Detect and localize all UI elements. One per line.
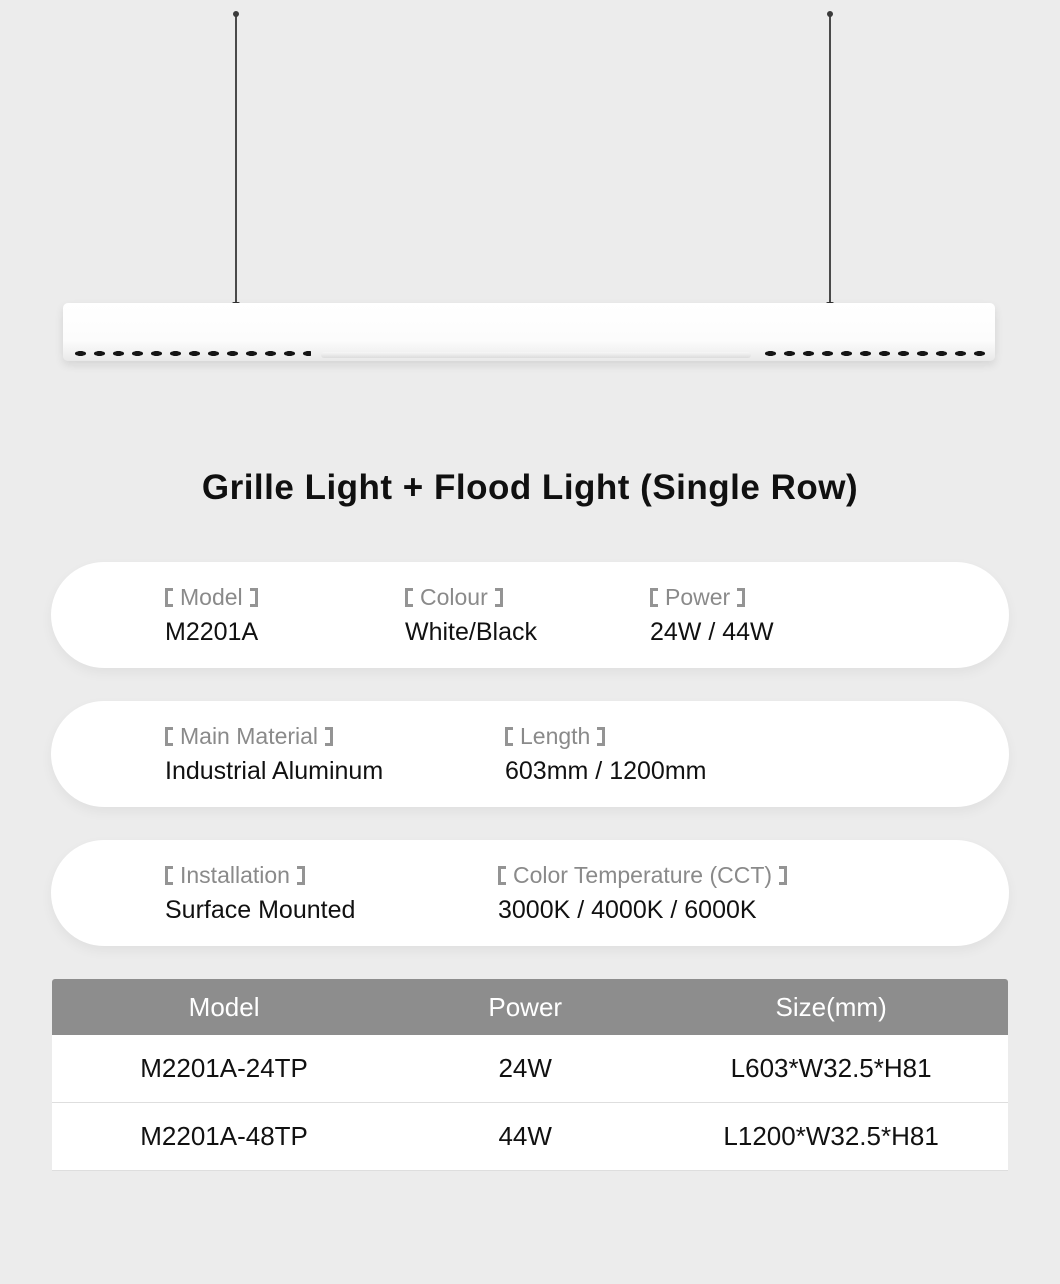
spec-label-text: Installation	[180, 861, 290, 888]
left-bracket-icon	[165, 866, 173, 885]
grille-dots-left-icon	[71, 349, 311, 358]
right-bracket-icon	[297, 866, 305, 885]
spec-label	[165, 862, 498, 889]
spec-value: White/Black	[405, 617, 537, 646]
spec-table	[52, 979, 1008, 1171]
suspension-wire-right-icon	[829, 14, 831, 304]
table-row	[52, 1035, 1008, 1103]
spec-value: 24W / 44W	[650, 617, 774, 646]
table-header-model: Model	[188, 991, 260, 1022]
spec-value: 603mm / 1200mm	[505, 756, 707, 785]
spec-item-color-temperature	[498, 862, 787, 925]
page-title: Grille Light + Flood Light (Single Row)	[201, 468, 859, 507]
right-bracket-icon	[250, 588, 258, 607]
spec-label-text: Main Material	[180, 722, 319, 749]
right-bracket-icon	[779, 866, 787, 885]
spec-item-installation	[165, 862, 498, 925]
spec-label	[498, 862, 787, 889]
table-header-size: Size(mm)	[775, 991, 887, 1022]
spec-label-text: Color Temperature (CCT)	[513, 861, 773, 888]
spec-label-text: Power	[665, 583, 731, 610]
grille-dots-right-icon	[761, 349, 985, 358]
spec-label-text: Length	[520, 722, 591, 749]
suspension-wire-left-icon	[235, 14, 237, 304]
spec-item-power	[650, 584, 774, 647]
spec-label	[405, 584, 650, 611]
cell-power: 24W	[498, 1053, 552, 1083]
spec-label	[650, 584, 774, 611]
left-bracket-icon	[405, 588, 413, 607]
table-header-power: Power	[488, 991, 563, 1022]
left-bracket-icon	[505, 727, 513, 746]
table-row	[52, 1103, 1008, 1171]
spec-label	[165, 723, 505, 750]
left-bracket-icon	[165, 588, 173, 607]
light-fixture-bar	[63, 303, 995, 361]
spec-pill-installation-cct	[51, 840, 1009, 946]
spec-item-length	[505, 723, 706, 786]
spec-label-text: Model	[180, 583, 243, 610]
spec-pill-list	[0, 562, 1060, 946]
spec-value: Industrial Aluminum	[165, 756, 384, 785]
spec-value: 3000K / 4000K / 6000K	[498, 895, 757, 924]
left-bracket-icon	[165, 727, 173, 746]
spec-label	[165, 584, 405, 611]
spec-item-colour	[405, 584, 650, 647]
cell-model: M2201A-48TP	[140, 1121, 308, 1151]
product-image	[0, 0, 1060, 380]
right-bracket-icon	[597, 727, 605, 746]
table-header-row	[52, 979, 1008, 1035]
flood-diffuser-strip	[321, 352, 751, 358]
right-bracket-icon	[737, 588, 745, 607]
left-bracket-icon	[498, 866, 506, 885]
cell-model: M2201A-24TP	[140, 1053, 308, 1083]
cell-power: 44W	[498, 1121, 552, 1151]
spec-item-main-material	[165, 723, 505, 786]
spec-pill-model-colour-power	[51, 562, 1009, 668]
spec-value: Surface Mounted	[165, 895, 356, 924]
spec-label-text: Colour	[420, 583, 488, 610]
spec-label	[505, 723, 706, 750]
right-bracket-icon	[495, 588, 503, 607]
spec-pill-material-length	[51, 701, 1009, 807]
right-bracket-icon	[325, 727, 333, 746]
left-bracket-icon	[650, 588, 658, 607]
spec-item-model	[165, 584, 405, 647]
cell-size: L1200*W32.5*H81	[723, 1121, 939, 1151]
cell-size: L603*W32.5*H81	[730, 1053, 932, 1083]
spec-value: M2201A	[165, 617, 259, 646]
